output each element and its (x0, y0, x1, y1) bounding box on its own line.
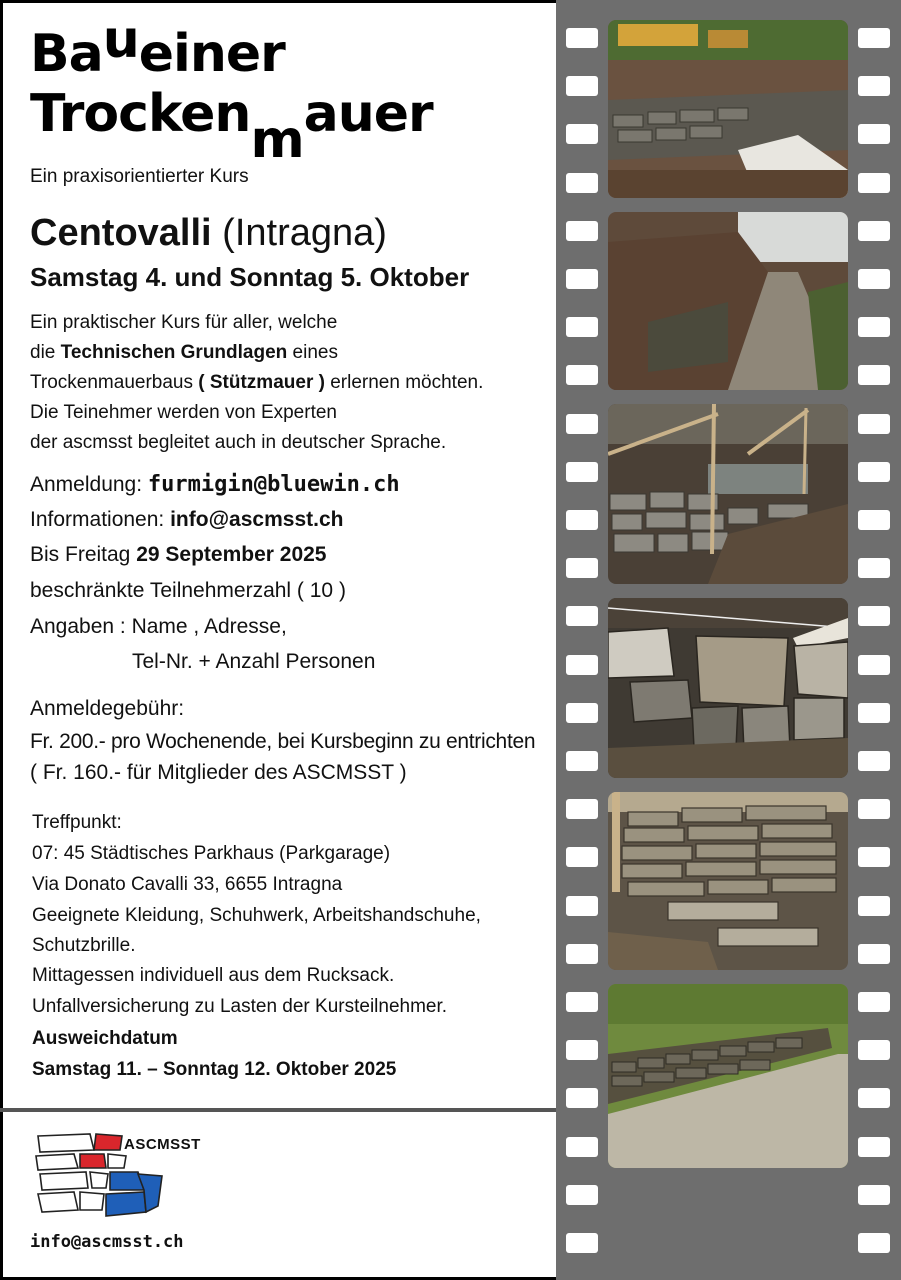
meeting-line-6: Unfallversicherung zu Lasten der Kursteilnehmer. (32, 996, 448, 1017)
desc-line-3-post: erlernen möchten. (324, 372, 484, 393)
film-sprocket-hole (566, 1088, 598, 1108)
film-sprocket-hole (566, 124, 598, 144)
title-einer: einer (138, 24, 285, 84)
title-ba: Ba (30, 24, 103, 84)
photo-wall-with-guides (608, 404, 848, 584)
film-sprocket-hole (566, 992, 598, 1012)
film-sprocket-hole (858, 510, 890, 530)
film-sprocket-hole (566, 510, 598, 530)
title-u: u (102, 10, 139, 70)
film-sprocket-hole (566, 365, 598, 385)
footer-email-link[interactable]: info@ascmsst.ch (30, 1232, 184, 1252)
film-sprocket-hole (858, 317, 890, 337)
film-sprocket-hole (858, 1185, 890, 1205)
film-sprocket-hole (858, 1040, 890, 1060)
title-trocken: Trocken (30, 84, 251, 144)
film-sprocket-hole (858, 944, 890, 964)
film-sprocket-hole (566, 558, 598, 578)
film-sprocket-hole (566, 1137, 598, 1157)
film-sprocket-hole (566, 799, 598, 819)
film-sprocket-hole (858, 847, 890, 867)
film-sprocket-hole (858, 606, 890, 626)
desc-line-2-bold: Technischen Grundlagen (60, 342, 288, 363)
alt-dates: Samstag 11. – Sonntag 12. Oktober 2025 (32, 1059, 397, 1080)
film-sprocket-hole (566, 1185, 598, 1205)
course-dates: Samstag 4. und Sonntag 5. Oktober (30, 262, 470, 292)
desc-line-1: Ein praktischer Kurs für aller, welche (30, 312, 338, 333)
desc-line-2 (30, 342, 338, 364)
frame-left-border (0, 0, 3, 1280)
location (30, 210, 387, 256)
film-sprocket-hole (566, 655, 598, 675)
film-sprocket-hole (858, 799, 890, 819)
meeting-line-2: Via Donato Cavalli 33, 6655 Intragna (32, 874, 343, 895)
film-sprocket-hole (858, 655, 890, 675)
meeting-line-4: Schutzbrille. (32, 935, 136, 956)
desc-line-3-bold: ( Stützmauer ) (198, 372, 325, 393)
meeting-line-3: Geeignete Kleidung, Schuhwerk, Arbeitshandschuhe, (32, 905, 481, 926)
alt-date-label: Ausweichdatum (32, 1028, 178, 1049)
info-line (30, 508, 343, 532)
film-sprocket-hole (858, 28, 890, 48)
film-sprocket-hole (566, 269, 598, 289)
desc-line-4: Die Teinehmer werden von Experten (30, 402, 337, 423)
details-line-1: Angaben : Name , Adresse, (30, 615, 287, 638)
film-sprocket-hole (858, 221, 890, 241)
film-sprocket-hole (566, 896, 598, 916)
participant-limit: beschränkte Teilnehmerzahl ( 10 ) (30, 579, 346, 602)
desc-line-3 (30, 372, 483, 394)
film-sprocket-hole (858, 896, 890, 916)
registration-email-link[interactable]: furmigin@bluewin.ch (147, 472, 400, 497)
film-sprocket-hole (858, 1233, 890, 1253)
fee-label: Anmeldegebühr: (30, 697, 185, 720)
film-sprocket-hole (566, 414, 598, 434)
frame-top-border (0, 0, 556, 3)
film-sprocket-hole (858, 365, 890, 385)
film-sprocket-hole (566, 1233, 598, 1253)
film-sprocket-hole (566, 76, 598, 96)
photo-stone-closeup (608, 598, 848, 778)
film-sprocket-hole (566, 847, 598, 867)
fee-line-2: ( Fr. 160.- für Mitglieder des ASCMSST ) (30, 761, 407, 784)
info-label: Informationen: (30, 508, 171, 531)
photo-terraced-path (608, 212, 848, 390)
deadline-line (30, 543, 327, 567)
film-sprocket-hole (858, 173, 890, 193)
film-sprocket-hole (566, 221, 598, 241)
desc-line-2-post: eines (287, 342, 338, 363)
film-sprocket-hole (566, 606, 598, 626)
title-auer: auer (303, 84, 433, 144)
registration-line (30, 472, 400, 497)
desc-line-5: der ascmsst begleitet auch in deutscher Sprache. (30, 432, 447, 453)
info-email-link[interactable]: info@ascmsst.ch (170, 508, 344, 531)
location-main: Centovalli (30, 212, 212, 254)
desc-line-3-pre: Trockenmauerbaus (30, 372, 199, 393)
film-sprocket-hole (566, 1040, 598, 1060)
film-sprocket-hole (858, 124, 890, 144)
meeting-line-1: 07: 45 Städtisches Parkhaus (Parkgarage) (32, 843, 391, 864)
film-sprocket-hole (858, 703, 890, 723)
film-sprocket-hole (566, 28, 598, 48)
film-sprocket-hole (566, 173, 598, 193)
film-sprocket-hole (566, 462, 598, 482)
deadline-date: 29 September 2025 (136, 543, 327, 566)
subtitle: Ein praxisorientierter Kurs (30, 166, 249, 187)
registration-label: Anmeldung: (30, 473, 148, 496)
photo-wall-construction-1 (608, 20, 848, 198)
film-sprocket-hole (858, 462, 890, 482)
meeting-label: Treffpunkt: (32, 812, 122, 833)
fee-line-1: Fr. 200.- pro Wochenende, bei Kursbeginn zu entrichten (30, 730, 536, 753)
film-sprocket-hole (858, 1137, 890, 1157)
footer-org-name: ASCMSST (124, 1136, 201, 1153)
title-m: m (250, 110, 304, 170)
film-sprocket-hole (566, 944, 598, 964)
photo-finished-wall (608, 984, 848, 1168)
film-sprocket-hole (858, 414, 890, 434)
details-line-2: Tel-Nr. + Anzahl Personen (132, 650, 376, 673)
photo-stone-steps (608, 792, 848, 970)
film-sprocket-hole (858, 76, 890, 96)
footer-divider (0, 1108, 556, 1112)
film-sprocket-hole (858, 751, 890, 771)
location-paren: (Intragna) (222, 212, 387, 254)
desc-line-2-pre: die (30, 342, 61, 363)
film-sprocket-hole (858, 992, 890, 1012)
deadline-label: Bis Freitag (30, 543, 137, 566)
meeting-line-5: Mittagessen individuell aus dem Rucksack. (32, 965, 395, 986)
film-sprocket-hole (858, 1088, 890, 1108)
film-sprocket-hole (566, 703, 598, 723)
film-sprocket-hole (858, 558, 890, 578)
film-sprocket-hole (566, 317, 598, 337)
film-sprocket-hole (566, 751, 598, 771)
film-sprocket-hole (858, 269, 890, 289)
film-strip (556, 0, 901, 1280)
